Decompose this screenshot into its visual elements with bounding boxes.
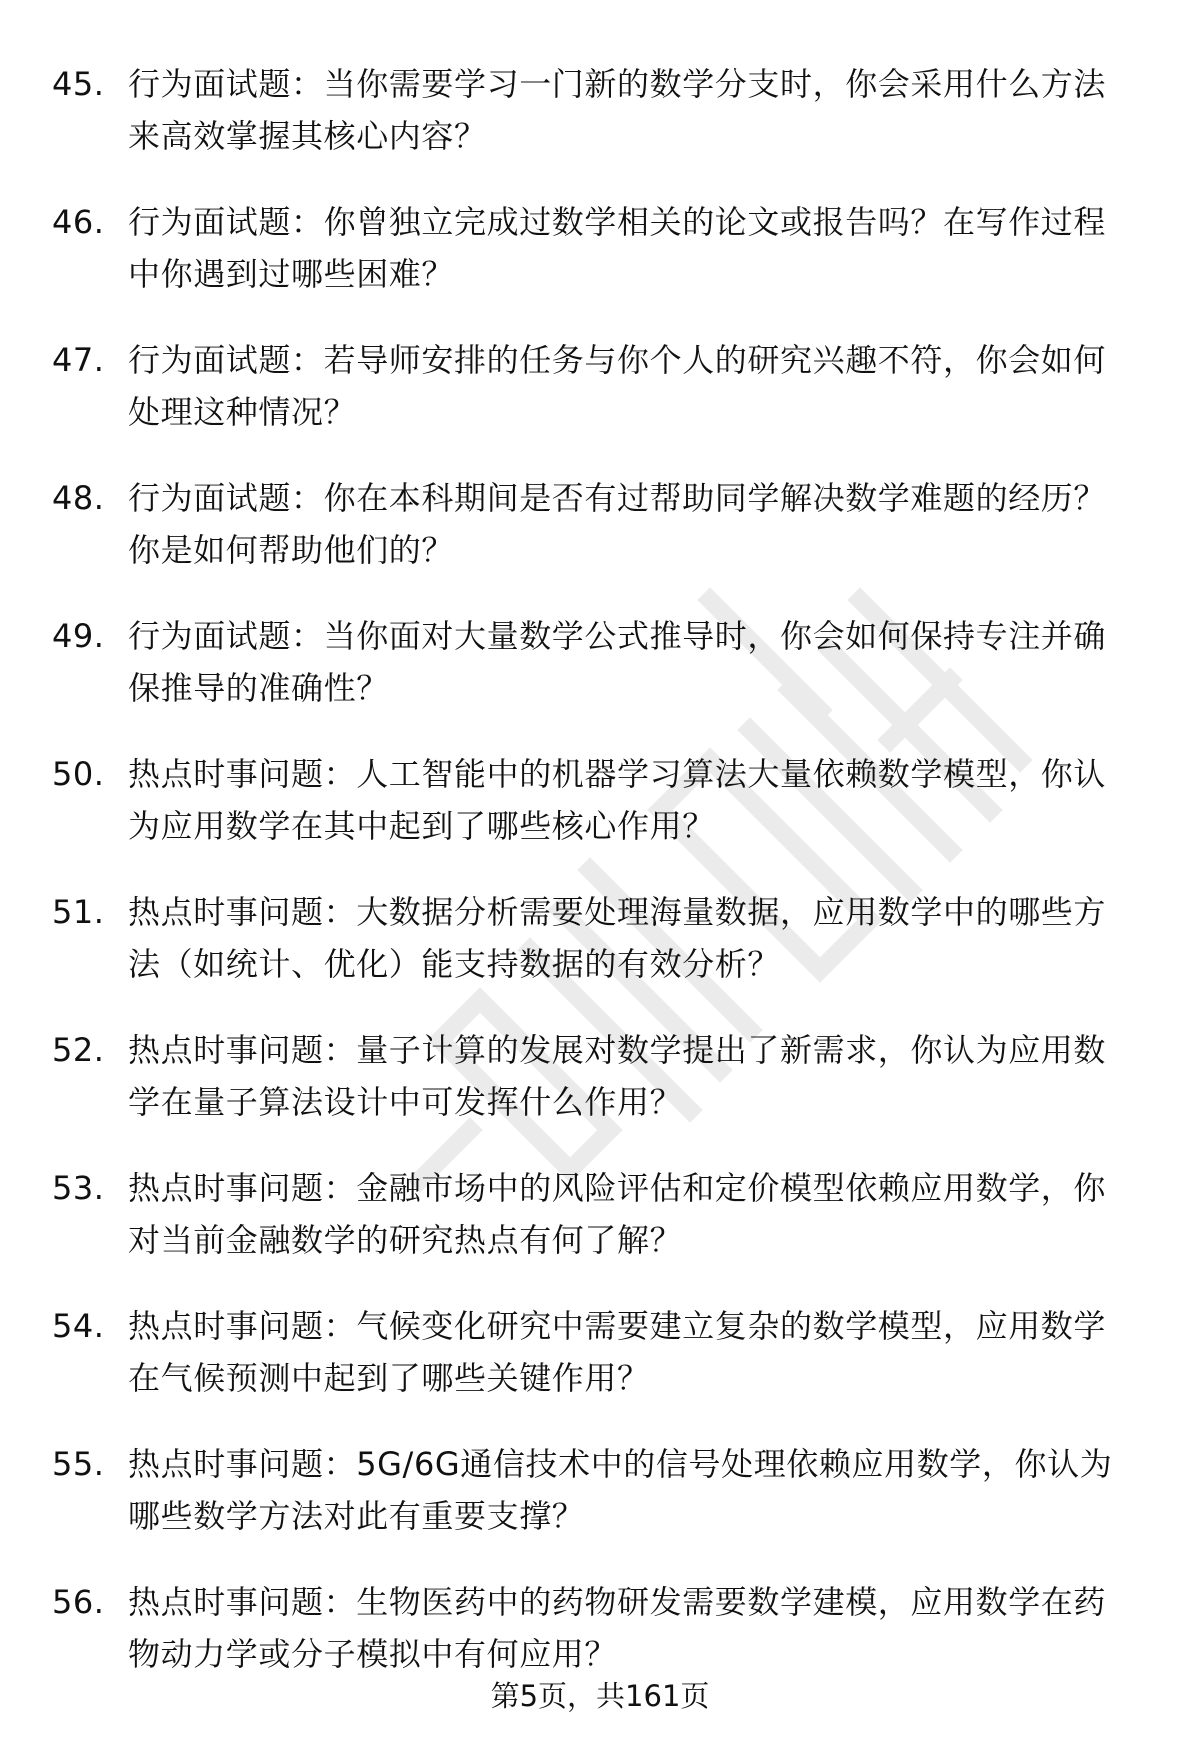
question-item-54 [52, 1300, 1152, 1404]
page-footer: 第5页，共161页 [490, 1679, 710, 1713]
question-text: 热点时事问题：金融市场中的风险评估和定价模型依赖应用数学，你对当前金融数学的研究热点有何了解？ [128, 1169, 1107, 1259]
question-item-55 [52, 1438, 1152, 1542]
question-number: 46. [52, 203, 105, 241]
question-text: 热点时事问题：气候变化研究中需要建立复杂的数学模型，应用数学在气候预测中起到了哪些关键作用？ [128, 1307, 1107, 1397]
question-item-47 [52, 334, 1152, 438]
question-text: 行为面试题：当你需要学习一门新的数学分支时，你会采用什么方法来高效掌握其核心内容？ [128, 65, 1107, 155]
question-item-48 [52, 472, 1152, 576]
question-text: 行为面试题：当你面对大量数学公式推导时，你会如何保持专注并确保推导的准确性？ [128, 617, 1107, 707]
question-number: 55. [52, 1445, 105, 1483]
question-item-46 [52, 196, 1152, 300]
question-item-52 [52, 1024, 1152, 1128]
question-text: 热点时事问题：大数据分析需要处理海量数据，应用数学中的哪些方法（如统计、优化）能支持数据的有效分析？ [128, 893, 1107, 983]
question-number: 49. [52, 617, 105, 655]
question-item-51 [52, 886, 1152, 990]
question-number: 48. [52, 479, 105, 517]
question-item-45 [52, 58, 1152, 162]
question-number: 56. [52, 1583, 105, 1621]
question-number: 53. [52, 1169, 105, 1207]
question-text: 行为面试题：若导师安排的任务与你个人的研究兴趣不符，你会如何处理这种情况？ [128, 341, 1107, 431]
question-text: 热点时事问题：生物医药中的药物研发需要数学建模，应用数学在药物动力学或分子模拟中有何应用？ [128, 1583, 1107, 1673]
question-item-53 [52, 1162, 1152, 1266]
question-list [52, 58, 1152, 1714]
question-text: 热点时事问题：5G/6G通信技术中的信号处理依赖应用数学，你认为哪些数学方法对此有重要支撑？ [128, 1445, 1113, 1535]
question-number: 50. [52, 755, 105, 793]
question-text: 行为面试题：你在本科期间是否有过帮助同学解决数学难题的经历？你是如何帮助他们的？ [128, 479, 1107, 569]
question-number: 45. [52, 65, 105, 103]
question-number: 54. [52, 1307, 105, 1345]
question-item-49 [52, 610, 1152, 714]
question-item-56 [52, 1576, 1152, 1680]
question-text: 热点时事问题：人工智能中的机器学习算法大量依赖数学模型，你认为应用数学在其中起到了哪些核心作用？ [128, 755, 1107, 845]
question-number: 52. [52, 1031, 105, 1069]
question-number: 51. [52, 893, 105, 931]
question-text: 热点时事问题：量子计算的发展对数学提出了新需求，你认为应用数学在量子算法设计中可发挥什么作用？ [128, 1031, 1107, 1121]
question-item-50 [52, 748, 1152, 852]
question-text: 行为面试题：你曾独立完成过数学相关的论文或报告吗？在写作过程中你遇到过哪些困难？ [128, 203, 1107, 293]
question-number: 47. [52, 341, 105, 379]
